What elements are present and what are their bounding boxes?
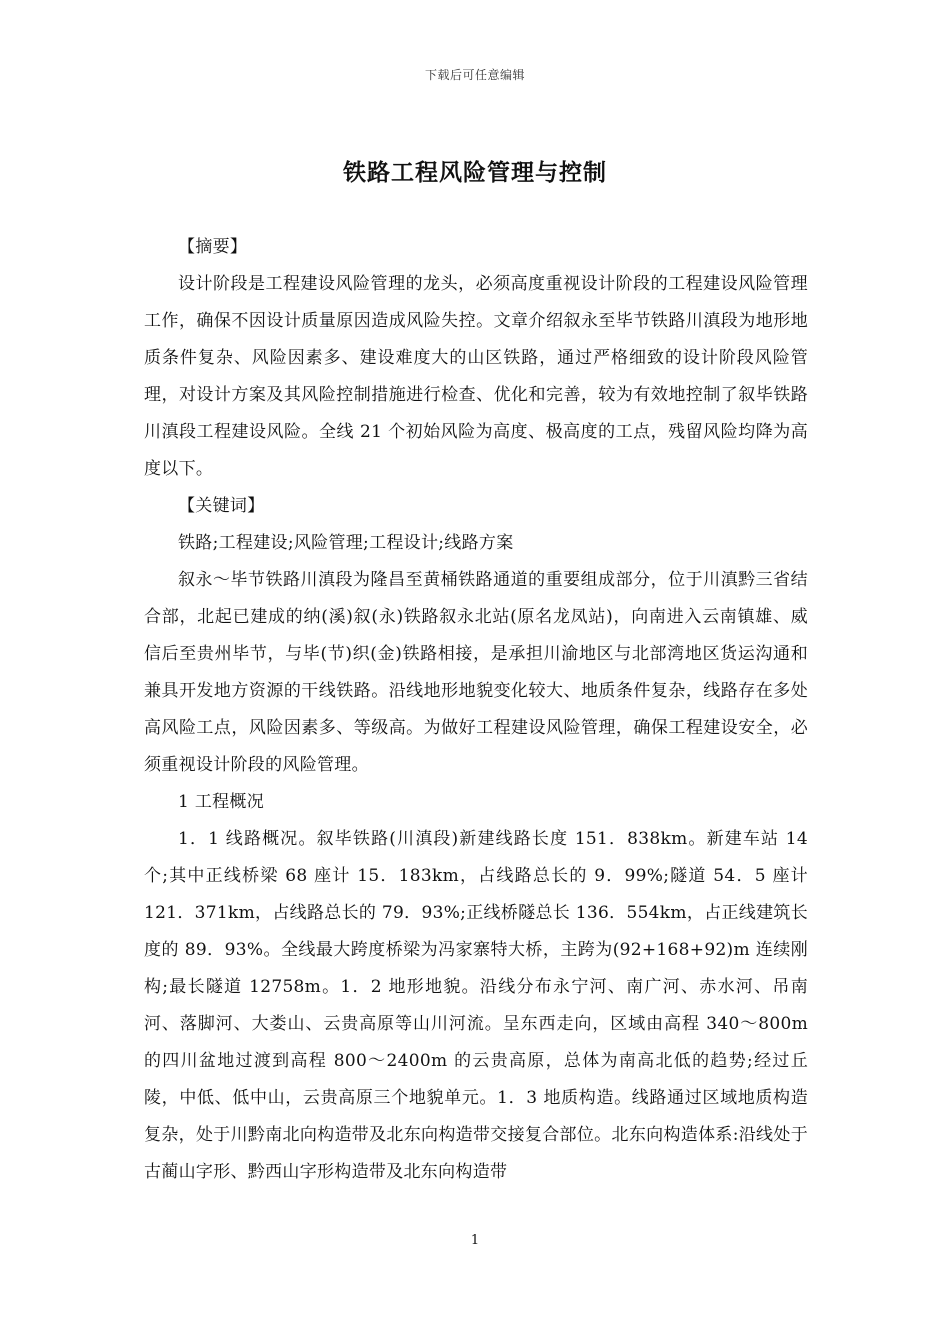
section-paragraph: 1．1 线路概况。叙毕铁路(川滇段)新建线路长度 151．838km。新建车站 14 个;其中正线桥梁 68 座计 15．183km，占线路总长的 9．99%;隧道 54．5 座计 121．371km，占线路总长的 79．93%;正线桥隧总长 136．554km，占正线建筑长度的 89．93%。全线最大跨度桥梁为冯家寨特大桥，主跨为(92+168+92)m 连续刚构;最长隧道 12758m。1．2 地形地貌。沿线分布永宁河、南广河、赤水河、吊南河、落脚河、大娄山、云贵高原等山川河流。呈东西走向，区域由高程 340～800m 的四川盆地过渡到高程 800～2400m 的云贵高原，总体为南高北低的趋势;经过丘陵，中低、低中山，云贵高原三个地貌单元。1．3 地质构造。线路通过区域地质构造复杂，处于川黔南北向构造带及北东向构造带交接复合部位。北东向构造体系:沿线处于古蔺山字形、黔西山字形构造带及北东向构造带 xyxy=(144,829,808,1182)
document-title: 铁路工程风险管理与控制 xyxy=(343,159,607,186)
section-heading: 1 工程概况 xyxy=(178,792,265,812)
page-number: 1 xyxy=(470,1233,480,1248)
keywords-heading: 【关键词】 xyxy=(178,496,265,516)
intro-paragraph: 叙永～毕节铁路川滇段为隆昌至黄桶铁路通道的重要组成部分，位于川滇黔三省结合部，北起已建成的纳(溪)叙(永)铁路叙永北站(原名龙凤站)，向南进入云南镇雄、威信后至贵州毕节，与毕(节)织(金)铁路相接，是承担川渝地区与北部湾地区货运沟通和兼具开发地方资源的干线铁路。沿线地形地貌变化较大、地质条件复杂，线路存在多处高风险工点，风险因素多、等级高。为做好工程建设风险管理，确保工程建设安全，必须重视设计阶段的风险管理。 xyxy=(144,570,808,775)
abstract-paragraph: 设计阶段是工程建设风险管理的龙头，必须高度重视设计阶段的工程建设风险管理工作，确保不因设计质量原因造成风险失控。文章介绍叙永至毕节铁路川滇段为地形地质条件复杂、风险因素多、建设难度大的山区铁路，通过严格细致的设计阶段风险管理，对设计方案及其风险控制措施进行检查、优化和完善，较为有效地控制了叙毕铁路川滇段工程建设风险。全线 21 个初始风险为高度、极高度的工点，残留风险均降为高度以下。 xyxy=(144,274,808,479)
abstract-heading: 【摘要】 xyxy=(178,237,248,257)
header-note: 下载后可任意编辑 xyxy=(424,68,525,82)
document-body xyxy=(144,229,808,1191)
keywords-paragraph: 铁路;工程建设;风险管理;工程设计;线路方案 xyxy=(178,533,514,553)
